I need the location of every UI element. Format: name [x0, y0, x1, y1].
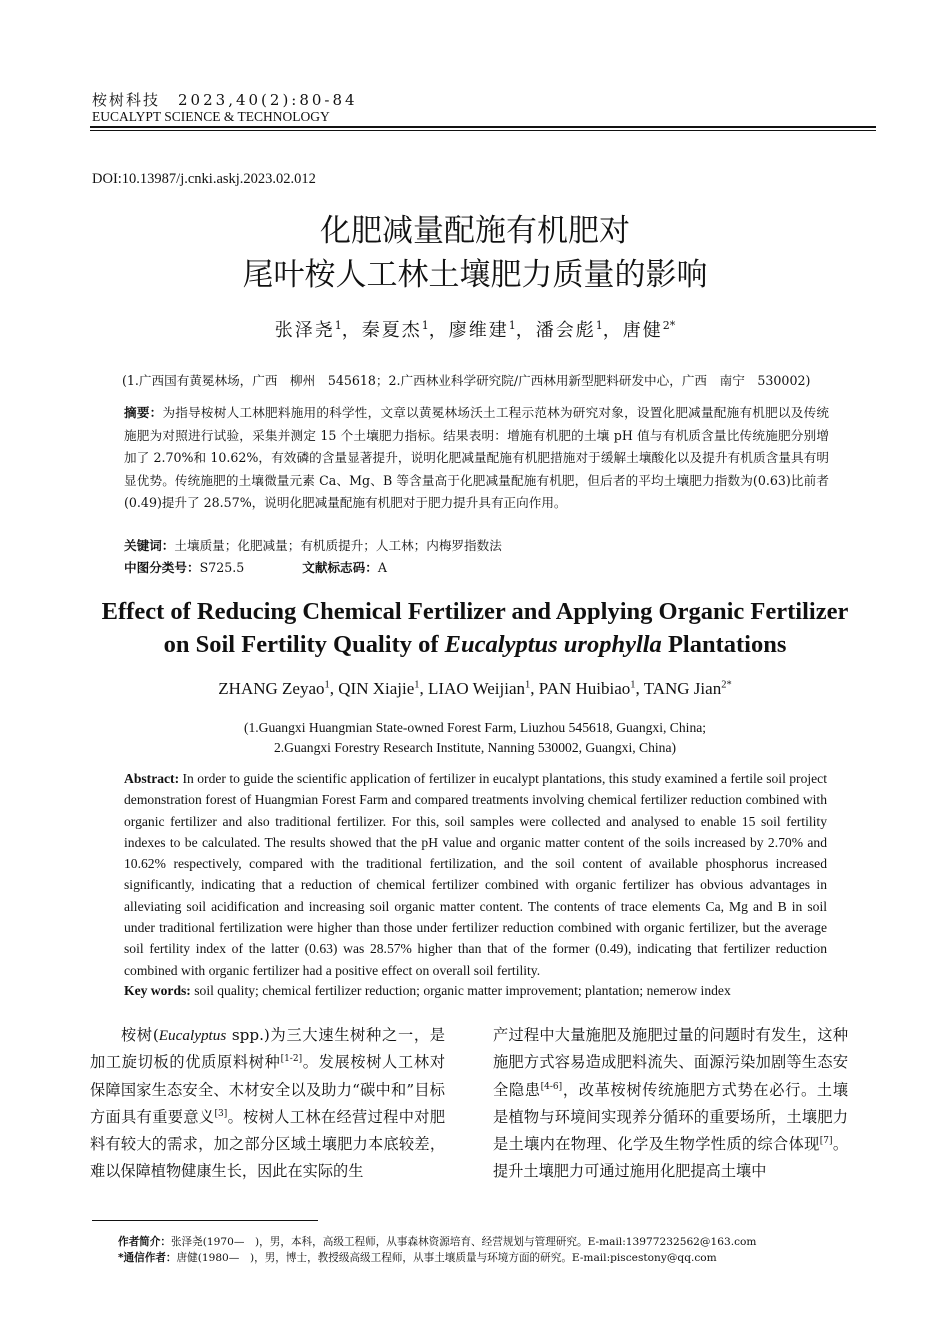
footnote-corresponding — [118, 1250, 717, 1265]
author-cn: 张泽尧 — [274, 320, 335, 341]
author-en-sup: 2* — [721, 679, 732, 691]
author-sep: ， — [428, 320, 449, 341]
classification-cn — [124, 557, 387, 576]
title-en-species: Eucalyptus urophylla — [444, 631, 662, 658]
citation-ref: [1-2] — [280, 1054, 303, 1065]
citation-ref: [7] — [819, 1136, 833, 1147]
affiliation-cn: (1.广西国有黄冕林场，广西 柳州 545618；2.广西林业科学研究院/广西林用新型肥料研发中心，广西 南宁 530002) — [122, 373, 811, 388]
author-en-sup: 1 — [324, 679, 330, 691]
author-en: LIAO Weijian — [428, 679, 526, 698]
footnote-corr-label: *通信作者： — [118, 1252, 177, 1264]
journal-header-cn — [92, 89, 358, 110]
title-en-line2-post: Plantations — [661, 631, 787, 658]
author-sep: ， — [515, 320, 536, 341]
author-cn-sup: 1 — [595, 319, 603, 332]
author-en-sup: 1 — [525, 679, 531, 691]
author-cn-sup: 1 — [334, 319, 342, 332]
body-text: 桉树( — [121, 1026, 159, 1044]
body-text: 产过程中大量施肥及施肥过量的问题时有发生，这种施肥方式容易造成肥料流失、面源污染加剧等生态安全隐患 — [493, 1026, 848, 1099]
author-sep: ， — [341, 320, 362, 341]
body-column-right — [493, 1022, 848, 1186]
author-en: QIN Xiajie — [338, 679, 415, 698]
header-rule-thick — [90, 126, 876, 128]
citation-ref: [4-6] — [540, 1081, 563, 1092]
author-cn-sup: 1 — [508, 319, 516, 332]
keywords-en-text: soil quality; chemical fertilizer reduction; organic matter improvement; plantation; nemerow index — [190, 983, 731, 998]
author-en-sup: 1 — [630, 679, 636, 691]
body-text: 。桉树人工林在经营过程中对肥料有较大的需求，加之部分区域土壤肥力本底较差，难以保障植物健康生长，因此在实际的生 — [90, 1107, 446, 1181]
journal-volume: 2023,40(2):80-84 — [178, 91, 358, 109]
author-cn: 秦夏杰 — [361, 320, 422, 341]
doc-code-value: A — [377, 560, 387, 575]
affiliation-en-line1: (1.Guangxi Huangmian State-owned Forest Farm, Liuzhou 545618, Guangxi, China; — [243, 720, 707, 735]
title-cn-line2: 尾叶桉人工林土壤肥力质量的影响 — [242, 257, 708, 293]
doi: DOI:10.13987/j.cnki.askj.2023.02.012 — [92, 171, 316, 187]
author-en: PAN Huibiao — [538, 679, 631, 698]
abstract-cn-text: 为指导桉树人工林肥料施用的科学性，文章以黄冕林场沃土工程示范林为研究对象，设置化肥减量配施有机肥以及传统施肥为对照进行试验，采集并测定 15 个土壤肥力指标。结果表明：增施有机肥的土壤 pH 值与有机质含量比传统施肥分别增加了 2.70%和 10.62%，有效磷的含量显著提升，说明化肥减量配施有机肥措施对于缓解土壤酸化以及提升有机质含量具有明显优势。传统施肥的土壤微量元素 Ca、Mg、B 等含量高于化肥减量配施有机肥，但后者的平均土壤肥力指数为(0.63)比前者(0.49)提升了 28.57%，说明化肥减量配施有机肥对于肥力提升具有正向作用。 — [124, 405, 830, 511]
journal-name-cn: 桉树科技 — [92, 91, 161, 109]
keywords-cn-label: 关键词： — [124, 538, 175, 553]
footnote-corr-text: 唐健(1980— )，男，博士，教授级高级工程师，从事土壤质量与环境方面的研究。E-mail:piscestony@qq.com — [176, 1252, 717, 1264]
keywords-en-label: Key words: — [124, 983, 191, 998]
title-en-line2 — [0, 628, 950, 661]
footnote-author-label: 作者简介： — [118, 1236, 171, 1248]
author-en: ZHANG Zeyao — [218, 679, 325, 698]
footnote-author-text: 张泽尧(1970— )，男，本科，高级工程师，从事森林资源培育、经营规划与管理研究。E-mail:13977232562@163.com — [170, 1236, 757, 1248]
abstract-en — [124, 768, 827, 981]
clc-label: 中图分类号： — [124, 560, 200, 575]
affiliation-en-line2: 2.Guangxi Forestry Research Institute, Nanning 530002, Guangxi, China) — [273, 740, 677, 755]
author-sep: , — [419, 679, 429, 698]
footnote-rule — [92, 1220, 318, 1221]
author-cn: 唐健 — [622, 320, 663, 341]
abstract-cn-label: 摘要： — [124, 405, 163, 420]
author-en: TANG Jian — [643, 679, 722, 698]
author-sep: , — [635, 679, 644, 698]
clc-value: S725.5 — [199, 560, 245, 575]
keywords-en — [124, 983, 731, 999]
journal-name-en: EUCALYPT SCIENCE & TECHNOLOGY — [92, 109, 330, 124]
authors-cn — [0, 316, 950, 342]
abstract-cn — [124, 402, 829, 515]
abstract-en-text: In order to guide the scientific application of fertilizer in eucalypt plantations, this study examined a fertile soil project demonstration forest of Huangmian Forest Farm and compared treatments involving chemical fertilizer reduction combined with organic fertilizer and also traditional fertilizer. For this, soil samples were collected and analysed to enable 15 soil fertility indexes to be calculated. The results showed that the pH value and organic matter content of the soils increased by 2.70% and 10.62% respectively, compared with the traditional fertilization, and the soil content of available phosphorus increased significantly, indicating that a reduction of chemical fertilizer combined with organic fertilizer has obvious advantages in alleviating soil acidification and increasing soil organic matter content. The contents of trace elements Ca, Mg and B in soil under traditional fertilization were higher than those under fertilizer reduction combined with organic fertilizer, but the average soil fertility index of the latter (0.63) was 28.57% higher than that of the former (0.49), indicating that fertilizer reduction combined with organic fertilizer had a positive effect on overall soil fertility. — [124, 771, 827, 978]
footnote-author — [118, 1234, 756, 1249]
authors-en — [0, 679, 950, 699]
author-sep: , — [530, 679, 539, 698]
title-en-line2-pre: on Soil Fertility Quality of — [163, 631, 445, 658]
author-sep: ， — [602, 320, 623, 341]
author-cn: 廖维建 — [448, 320, 509, 341]
author-cn-sup: 1 — [421, 319, 429, 332]
title-en-line1: Effect of Reducing Chemical Fertilizer and Applying Organic Fertilizer — [101, 598, 849, 625]
abstract-en-label: Abstract: — [124, 771, 180, 786]
keywords-cn-text: 土壤质量；化肥减量；有机质提升；人工林；内梅罗指数法 — [174, 538, 502, 553]
title-cn-line1: 化肥减量配施有机肥对 — [320, 213, 630, 249]
citation-ref: [3] — [214, 1108, 228, 1119]
body-text: 。提升土壤肥力可通过施用化肥提高土壤中 — [493, 1135, 849, 1181]
body-text: spp.)为三大速生树种之一，是加工旋切板的优质原料树种 — [90, 1026, 445, 1072]
header-rule-thin — [90, 130, 876, 131]
keywords-cn — [124, 535, 502, 554]
body-column-left — [90, 1022, 445, 1186]
author-cn: 潘会彪 — [535, 320, 596, 341]
author-cn-sup: 2* — [662, 319, 676, 332]
body-italic: Eucalyptus — [158, 1027, 227, 1044]
author-en-sup: 1 — [414, 679, 420, 691]
body-text: 。发展桉树人工林对保障国家生态安全、木材安全以及助力“碳中和”目标方面具有重要意义 — [90, 1053, 446, 1126]
author-sep: , — [329, 679, 339, 698]
doc-code-label: 文献标志码： — [302, 560, 378, 575]
body-text: ，改革桉树传统施肥方式势在必行。土壤是植物与环境间实现养分循环的重要场所，土壤肥力是土壤内在物理、化学及生物学性质的综合体现 — [493, 1080, 848, 1154]
